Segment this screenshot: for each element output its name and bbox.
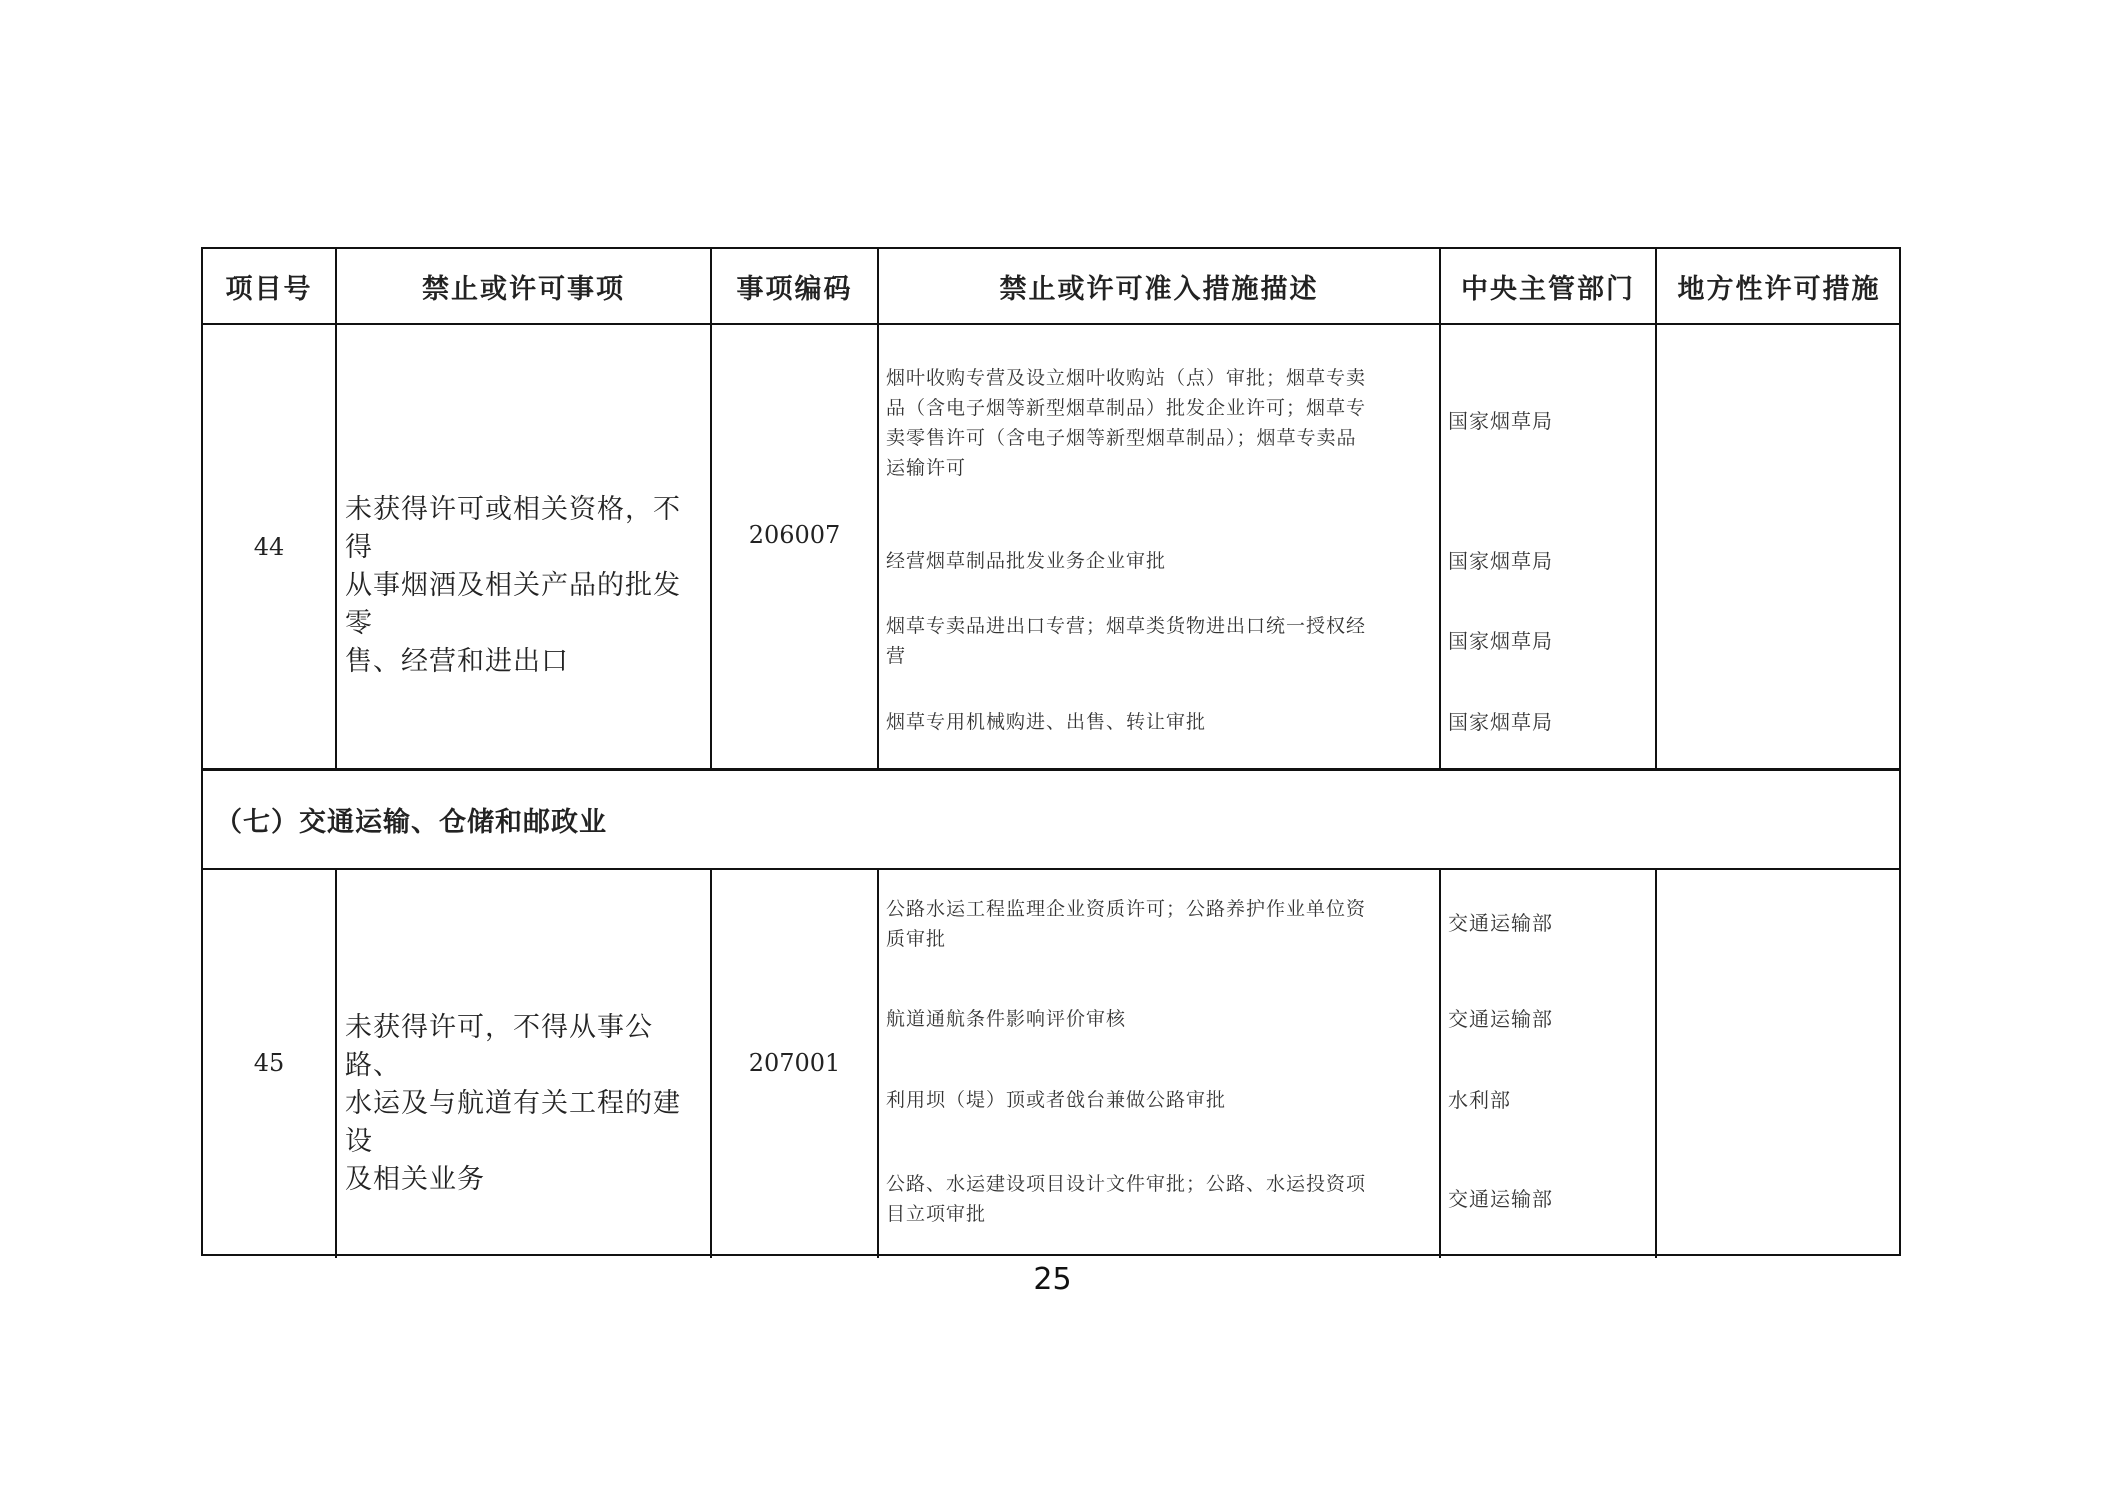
header-measures: 禁止或许可准入措施描述 xyxy=(999,273,1319,305)
measure-item: 烟草专卖品进出口专营；烟草类货物进出口统一授权经 营 xyxy=(886,615,1367,667)
row-matter: 未获得许可，不得从事公路、 水运及与航道有关工程的建设 及相关业务 xyxy=(345,1012,681,1195)
measure-item: 烟草专用机械购进、出售、转让审批 xyxy=(886,711,1207,733)
department: 交通运输部 xyxy=(1448,1187,1553,1211)
department: 水利部 xyxy=(1448,1088,1511,1112)
row-code: 206007 xyxy=(748,521,841,549)
measure-item: 航道通航条件影响评价审核 xyxy=(886,1008,1127,1030)
measure-item: 公路、水运建设项目设计文件审批；公路、水运投资项 目立项审批 xyxy=(886,1173,1367,1225)
department: 交通运输部 xyxy=(1448,911,1553,935)
department: 国家烟草局 xyxy=(1448,549,1553,573)
measure-item: 经营烟草制品批发业务企业审批 xyxy=(886,550,1167,572)
page-number: 25 xyxy=(1033,1262,1072,1297)
row-matter: 未获得许可或相关资格，不得 从事烟酒及相关产品的批发零 售、经营和进出口 xyxy=(345,494,681,677)
row-number: 45 xyxy=(253,1049,285,1077)
header-item-no: 项目号 xyxy=(225,273,313,305)
department: 国家烟草局 xyxy=(1448,629,1553,653)
section-title: （七）交通运输、仓储和邮政业 xyxy=(215,807,607,838)
permit-table xyxy=(201,247,1901,1256)
measure-item: 公路水运工程监理企业资质许可；公路养护作业单位资 质审批 xyxy=(886,898,1367,950)
row-number: 44 xyxy=(253,532,285,561)
department: 国家烟草局 xyxy=(1448,710,1553,734)
row-code: 207001 xyxy=(748,1049,841,1077)
header-matter: 禁止或许可事项 xyxy=(422,273,625,305)
measure-item: 利用坝（堤）顶或者戗台兼做公路审批 xyxy=(886,1089,1227,1111)
header-code: 事项编码 xyxy=(736,273,853,305)
department: 国家烟草局 xyxy=(1448,409,1553,433)
measure-item: 烟叶收购专营及设立烟叶收购站（点）审批；烟草专卖 品（含电子烟等新型烟草制品）批发企业许可；烟草专 卖零售许可（含电子烟等新型烟草制品）；烟草专卖品 运输许可 xyxy=(886,367,1367,479)
department: 交通运输部 xyxy=(1448,1007,1553,1031)
header-local-measures: 地方性许可措施 xyxy=(1677,273,1881,305)
header-department: 中央主管部门 xyxy=(1461,273,1635,305)
